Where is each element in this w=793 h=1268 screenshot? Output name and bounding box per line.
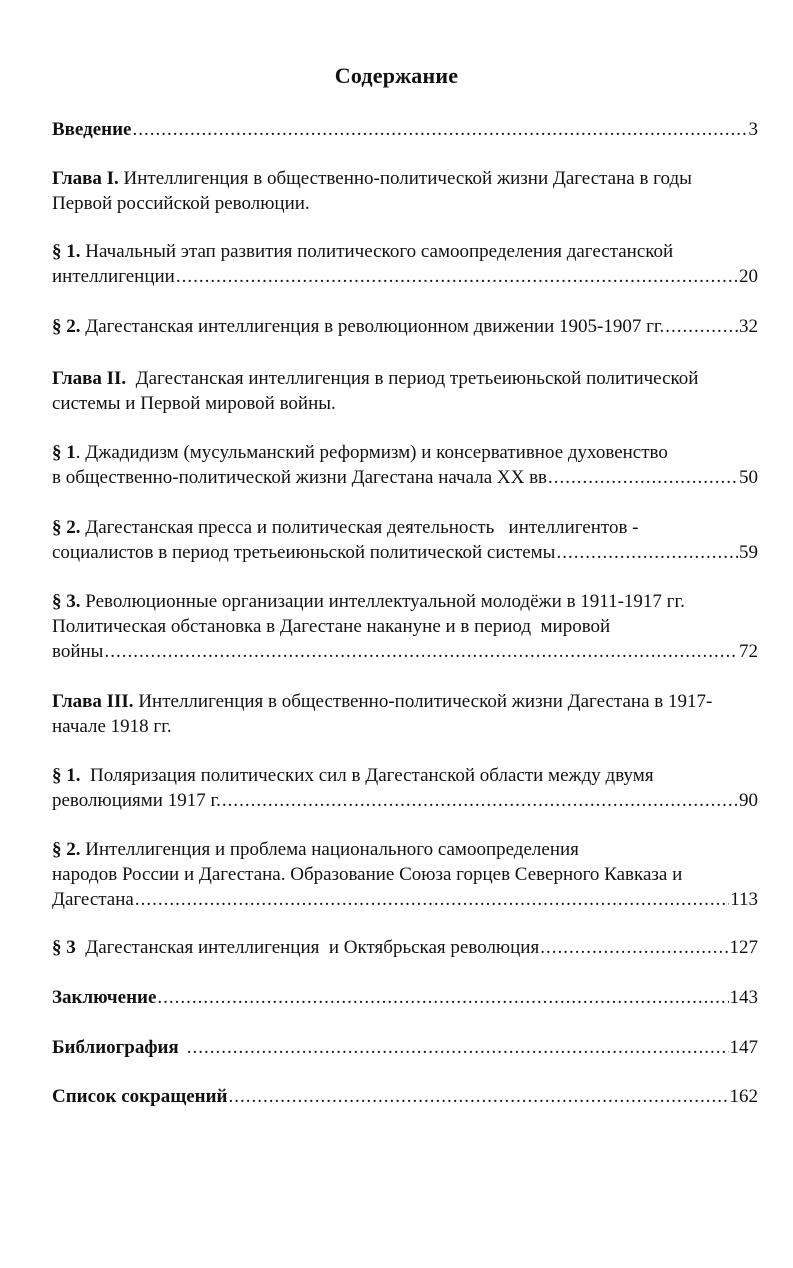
dot-leader	[132, 117, 748, 142]
ch2-s3-line2: Политическая обстановка в Дагестане накануне и в период мировой	[52, 616, 611, 637]
chapter-3-title-line1: Интеллигенция в общественно-политической жизни Дагестана в 1917-	[138, 691, 713, 712]
ch3-s2-page: 113	[730, 889, 758, 910]
toc-ch2-section-2	[52, 515, 758, 565]
intro-page: 3	[748, 119, 758, 140]
dot-leader	[221, 788, 738, 813]
ch1-s1-line2: интеллигенции	[52, 266, 175, 287]
chapter-3-label: Глава III.	[52, 691, 134, 712]
ch2-s1-line2: в общественно-политической жизни Дагестана начала XX вв	[52, 467, 548, 488]
ch2-s2-label: § 2.	[52, 517, 81, 538]
ch3-s2-label: § 2.	[52, 839, 81, 860]
dot-leader	[179, 1035, 729, 1060]
chapter-1-title-line2: Первой российской революции.	[52, 193, 310, 214]
toc-chapter-3	[52, 689, 758, 739]
ch3-s1-label: § 1.	[52, 765, 81, 786]
ch3-s2-line3: Дагестана	[52, 889, 134, 910]
toc-entry-conclusion	[52, 985, 758, 1010]
toc-ch3-section-1	[52, 763, 758, 813]
toc-chapter-1	[52, 166, 758, 216]
dot-leader	[555, 540, 738, 565]
page-title: Содержание	[334, 63, 459, 88]
toc-entry-intro	[52, 117, 758, 142]
ch1-s1-label: § 1.	[52, 241, 81, 262]
bibliography-page: 147	[729, 1037, 758, 1058]
bibliography-label: Библиография	[52, 1037, 179, 1058]
conclusion-page: 143	[729, 987, 758, 1008]
ch2-s1-label: § 1	[52, 442, 76, 463]
toc-entry-abbreviations	[52, 1084, 758, 1109]
ch2-s2-line1: Дагестанская пресса и политическая деятельность интеллигентов -	[85, 517, 639, 538]
toc-entry-bibliography	[52, 1035, 758, 1060]
chapter-1-label: Глава I.	[52, 168, 119, 189]
dot-leader	[664, 314, 738, 339]
toc-ch3-section-3	[52, 935, 758, 960]
ch1-s2-label: § 2.	[52, 316, 81, 337]
toc-chapter-2	[52, 366, 758, 416]
dot-leader	[156, 985, 728, 1010]
ch3-s2-line1: Интеллигенция и проблема национального самоопределения	[85, 839, 579, 860]
toc-ch3-section-2	[52, 837, 758, 912]
dot-leader	[228, 1084, 729, 1109]
ch3-s3-text: Дагестанская интеллигенция и Октябрьская революция	[85, 937, 540, 958]
ch2-s3-line1: Революционные организации интеллектуальной молодёжи в 1911-1917 гг.	[85, 591, 685, 612]
intro-label: Введение	[52, 119, 132, 140]
ch2-s1-page: 50	[739, 467, 758, 488]
conclusion-label: Заключение	[52, 987, 157, 1008]
dot-leader	[175, 264, 738, 289]
abbreviations-page: 162	[729, 1086, 758, 1107]
ch1-s1-page: 20	[739, 266, 758, 287]
ch2-s3-label: § 3.	[52, 591, 81, 612]
ch3-s1-line1: Поляризация политических сил в Дагестанской области между двумя	[90, 765, 654, 786]
toc-ch1-section-1	[52, 239, 758, 289]
ch2-s2-page: 59	[739, 542, 758, 563]
dot-leader	[539, 935, 728, 960]
ch3-s2-line2: народов России и Дагестана. Образование Союза горцев Северного Кавказа и	[52, 864, 683, 885]
chapter-3-title-line2: начале 1918 гг.	[52, 716, 172, 737]
chapter-2-label: Глава II.	[52, 368, 127, 389]
ch2-s3-line3: войны	[52, 641, 104, 662]
ch2-s1-line1: . Джадидизм (мусульманский реформизм) и консервативное духовенство	[75, 442, 668, 463]
abbreviations-label: Список сокращений	[52, 1086, 228, 1107]
dot-leader	[103, 639, 738, 664]
toc-ch2-section-3	[52, 589, 758, 664]
ch2-s3-page: 72	[739, 641, 758, 662]
ch1-s1-line1: Начальный этап развития политического самоопределения дагестанской	[85, 241, 674, 262]
dot-leader	[134, 887, 729, 912]
chapter-2-title-line1: Дагестанская интеллигенция в период третьеиюньской политической	[135, 368, 699, 389]
toc-ch1-section-2	[52, 314, 758, 339]
ch3-s3-label: § 3	[52, 937, 76, 958]
dot-leader	[547, 465, 738, 490]
ch1-s2-text: Дагестанская интеллигенция в революционном движении 1905-1907 гг.	[85, 316, 665, 337]
ch3-s1-line2: революциями 1917 г.	[52, 790, 221, 811]
ch3-s1-page: 90	[739, 790, 758, 811]
toc-ch2-section-1	[52, 440, 758, 490]
chapter-2-title-line2: системы и Первой мировой войны.	[52, 393, 336, 414]
ch3-s3-page: 127	[729, 937, 758, 958]
ch1-s2-page: 32	[739, 316, 758, 337]
ch2-s2-line2: социалистов в период третьеиюньской политической системы	[52, 542, 556, 563]
chapter-1-title-line1: Интеллигенция в общественно-политической жизни Дагестана в годы	[123, 168, 692, 189]
